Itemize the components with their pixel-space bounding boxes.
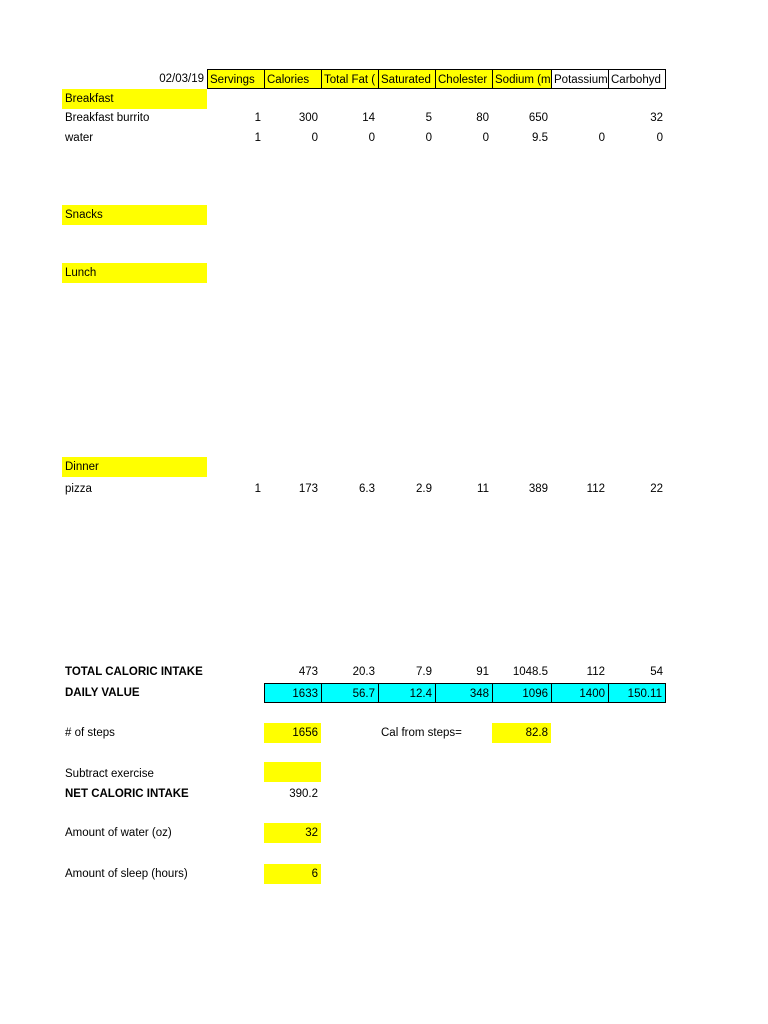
section-lunch[interactable]: Lunch: [62, 263, 207, 283]
daily-value-fat[interactable]: 56.7: [321, 683, 378, 703]
carbohydrates-cell[interactable]: 32: [650, 112, 663, 124]
calories-cell[interactable]: 300: [298, 112, 318, 124]
daily-value-potassium[interactable]: 1400: [551, 683, 608, 703]
subtract-exercise-label: Subtract exercise: [65, 768, 154, 780]
sleep-input[interactable]: 6: [264, 864, 321, 884]
section-dinner[interactable]: Dinner: [62, 457, 207, 477]
net-caloric-intake-value[interactable]: 390.2: [289, 788, 318, 800]
daily-value-calories[interactable]: 1633: [264, 683, 321, 703]
cal-from-steps-value[interactable]: 82.8: [492, 723, 551, 743]
section-snacks[interactable]: Snacks: [62, 205, 207, 225]
daily-value-label: DAILY VALUE: [65, 687, 140, 699]
net-caloric-intake-label: NET CALORIC INTAKE: [65, 788, 189, 800]
total-fat-cell[interactable]: 14: [362, 112, 375, 124]
cholesterol-cell[interactable]: 11: [477, 483, 489, 495]
header-servings[interactable]: Servings: [207, 69, 264, 89]
food-name[interactable]: pizza: [65, 483, 92, 495]
servings-cell[interactable]: 1: [254, 483, 261, 495]
calories-cell[interactable]: 0: [311, 132, 318, 144]
sodium-cell[interactable]: 650: [528, 112, 548, 124]
calories-cell[interactable]: 173: [298, 483, 318, 495]
header-potassium[interactable]: Potassium: [551, 69, 608, 89]
section-breakfast[interactable]: Breakfast: [62, 89, 207, 109]
steps-input[interactable]: 1656: [264, 723, 321, 743]
water-input[interactable]: 32: [264, 823, 321, 843]
total-potassium-cell[interactable]: 112: [586, 666, 605, 678]
total-fat-cell[interactable]: 0: [368, 132, 375, 144]
daily-value-cholesterol[interactable]: 348: [435, 683, 492, 703]
header-carbohydrates[interactable]: Carbohyd: [608, 69, 666, 89]
header-total-fat[interactable]: Total Fat (: [321, 69, 378, 89]
carbohydrates-cell[interactable]: 22: [650, 483, 663, 495]
potassium-cell[interactable]: 112: [586, 483, 605, 495]
total-saturated-cell[interactable]: 7.9: [416, 666, 432, 678]
total-caloric-intake-label: TOTAL CALORIC INTAKE: [65, 666, 203, 678]
servings-cell[interactable]: 1: [254, 132, 261, 144]
daily-value-sodium[interactable]: 1096: [492, 683, 551, 703]
saturated-cell[interactable]: 0: [425, 132, 432, 144]
cholesterol-cell[interactable]: 80: [476, 112, 489, 124]
subtract-exercise-input[interactable]: [264, 762, 321, 782]
servings-cell[interactable]: 1: [254, 112, 261, 124]
potassium-cell[interactable]: [551, 108, 608, 128]
daily-value-carbohydrates[interactable]: 150.11: [608, 683, 666, 703]
total-fat-cell[interactable]: 6.3: [359, 483, 375, 495]
total-calories-cell[interactable]: 473: [298, 666, 318, 678]
sodium-cell[interactable]: 9.5: [532, 132, 548, 144]
total-sodium-cell[interactable]: 1048.5: [512, 666, 548, 678]
cholesterol-cell[interactable]: 0: [482, 132, 489, 144]
header-saturated[interactable]: Saturated: [378, 69, 435, 89]
saturated-cell[interactable]: 2.9: [416, 483, 432, 495]
food-name[interactable]: water: [65, 132, 94, 144]
header-calories[interactable]: Calories: [264, 69, 321, 89]
potassium-cell[interactable]: 0: [598, 132, 605, 144]
total-fat-cell[interactable]: 20.3: [352, 666, 375, 678]
total-carbohydrates-cell[interactable]: 54: [650, 666, 663, 678]
sodium-cell[interactable]: 389: [528, 483, 548, 495]
daily-value-saturated[interactable]: 12.4: [378, 683, 435, 703]
water-label: Amount of water (oz): [65, 827, 172, 839]
cal-from-steps-label: Cal from steps=: [381, 727, 462, 739]
food-name[interactable]: Breakfast burrito: [65, 112, 150, 124]
sleep-label: Amount of sleep (hours): [65, 868, 188, 880]
steps-label: # of steps: [65, 727, 115, 739]
carbohydrates-cell[interactable]: 0: [656, 132, 663, 144]
total-cholesterol-cell[interactable]: 91: [476, 666, 489, 678]
header-cholesterol[interactable]: Cholester: [435, 69, 492, 89]
header-sodium[interactable]: Sodium (m: [492, 69, 551, 89]
saturated-cell[interactable]: 5: [425, 112, 432, 124]
date-cell[interactable]: 02/03/19: [159, 73, 204, 85]
